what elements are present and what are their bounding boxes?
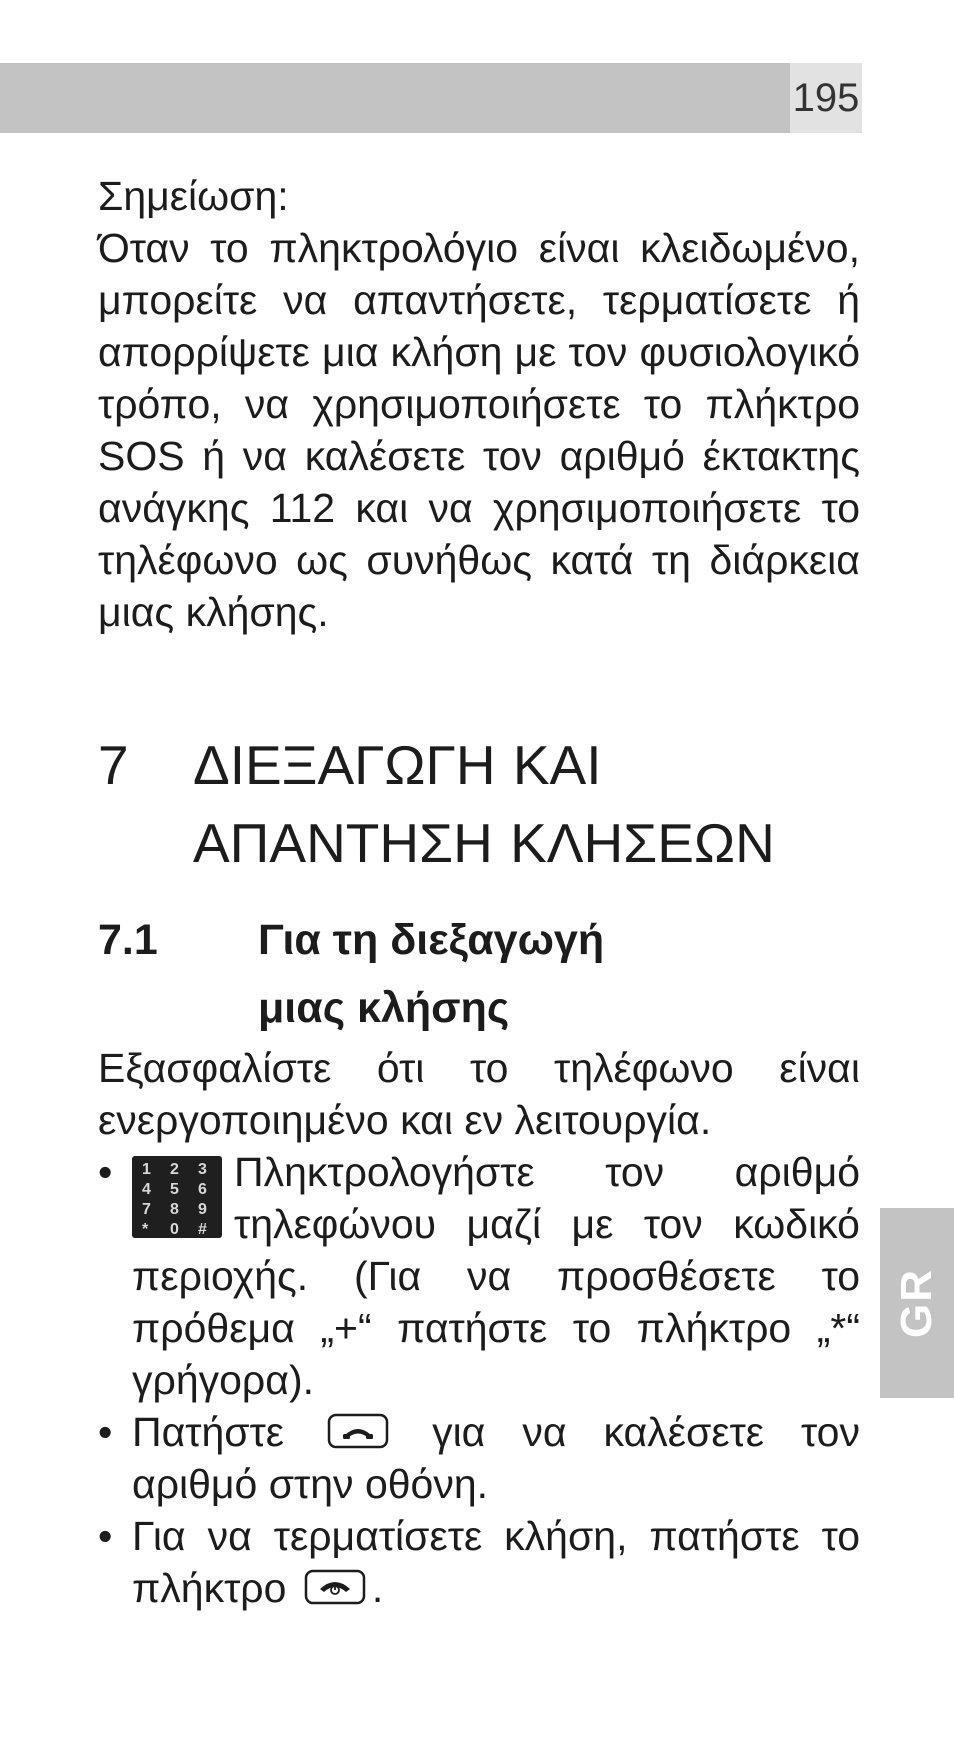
list-item — [98, 1406, 860, 1510]
list-item — [98, 1146, 860, 1406]
keypad-key: 6 — [198, 1181, 207, 1198]
keypad-key: # — [198, 1221, 207, 1238]
keypad-key: 8 — [170, 1201, 179, 1218]
section-title-line1: Για τη διεξαγωγή — [258, 916, 605, 964]
list-item — [98, 1510, 860, 1614]
keypad-key: 4 — [142, 1181, 151, 1198]
bullet-dot: • — [98, 1513, 113, 1559]
bullet-text-1: Πληκτρολογήστε τον αριθμό τηλεφώνου μαζί με τον κωδικό περιοχής. (Για να προσθέσετε το πρόθεμα „+“ πατήστε το πλήκτρο „*“ γρήγορα). — [132, 1149, 860, 1403]
end-call-key-icon — [304, 1569, 366, 1605]
note-label: Σημείωση: — [98, 173, 289, 219]
section-number: 7.1 — [98, 916, 158, 964]
bullet-text-3b: . — [371, 1565, 384, 1611]
language-tab-label: GR — [892, 1268, 941, 1338]
keypad-key: 9 — [198, 1201, 207, 1218]
keypad-key: 5 — [170, 1181, 179, 1198]
instruction-list — [98, 1146, 860, 1614]
chapter-number: 7 — [98, 734, 129, 796]
chapter-title-line2: ΑΠΑΝΤΗΣΗ ΚΛΗΣΕΩΝ — [193, 812, 775, 874]
section-heading — [98, 906, 860, 1042]
bullet-text-3a: Για να τερματίσετε κλήση, πατήστε το πλήκτρο — [132, 1513, 860, 1611]
chapter-title-line1: ΔΙΕΞΑΓΩΓΗ ΚΑΙ — [193, 734, 602, 796]
section-intro: Εξασφαλίστε ότι το τηλέφωνο είναι ενεργοποιημένο και εν λειτουργία. — [98, 1045, 860, 1143]
note-text: Όταν το πληκτρολόγιο είναι κλειδωμένο, μπορείτε να απαντήσετε, τερματίσετε ή απορρίψετε μια κλήση με τον φυσιολογικό τρόπο, να χρησιμοποιήσετε το πλήκτρο SOS ή να καλέσετε τον αριθμό έκτακτης ανάγκης 112 και να χρησιμοποιήσετε το τηλέφωνο ως συνήθως κατά τη διάρκεια μιας κλήσης. — [98, 225, 860, 635]
bullet-text-2a: Πατήστε — [132, 1409, 285, 1455]
bullet-text-2b: για να καλέσετε τον αριθμό στην οθόνη. — [132, 1409, 860, 1507]
chapter-heading — [98, 726, 860, 882]
section-title-line2: μιας κλήσης — [258, 984, 510, 1032]
keypad-key: * — [142, 1221, 149, 1238]
page-number-text: 195 — [792, 75, 860, 120]
section-title — [258, 906, 860, 1042]
keypad-key: 3 — [198, 1161, 207, 1178]
keypad-key: 7 — [142, 1201, 151, 1218]
bullet-dot: • — [98, 1409, 113, 1455]
page-number — [790, 63, 862, 133]
keypad-key: 0 — [170, 1221, 179, 1238]
keypad-key: 2 — [170, 1161, 179, 1178]
keypad-key: 1 — [142, 1161, 151, 1178]
language-tab — [880, 1208, 954, 1398]
header-bar — [0, 63, 790, 133]
chapter-title — [193, 726, 860, 882]
call-key-icon — [327, 1413, 389, 1449]
page-content — [98, 170, 860, 1614]
bullet-dot: • — [98, 1149, 113, 1195]
keypad-icon — [132, 1156, 222, 1238]
